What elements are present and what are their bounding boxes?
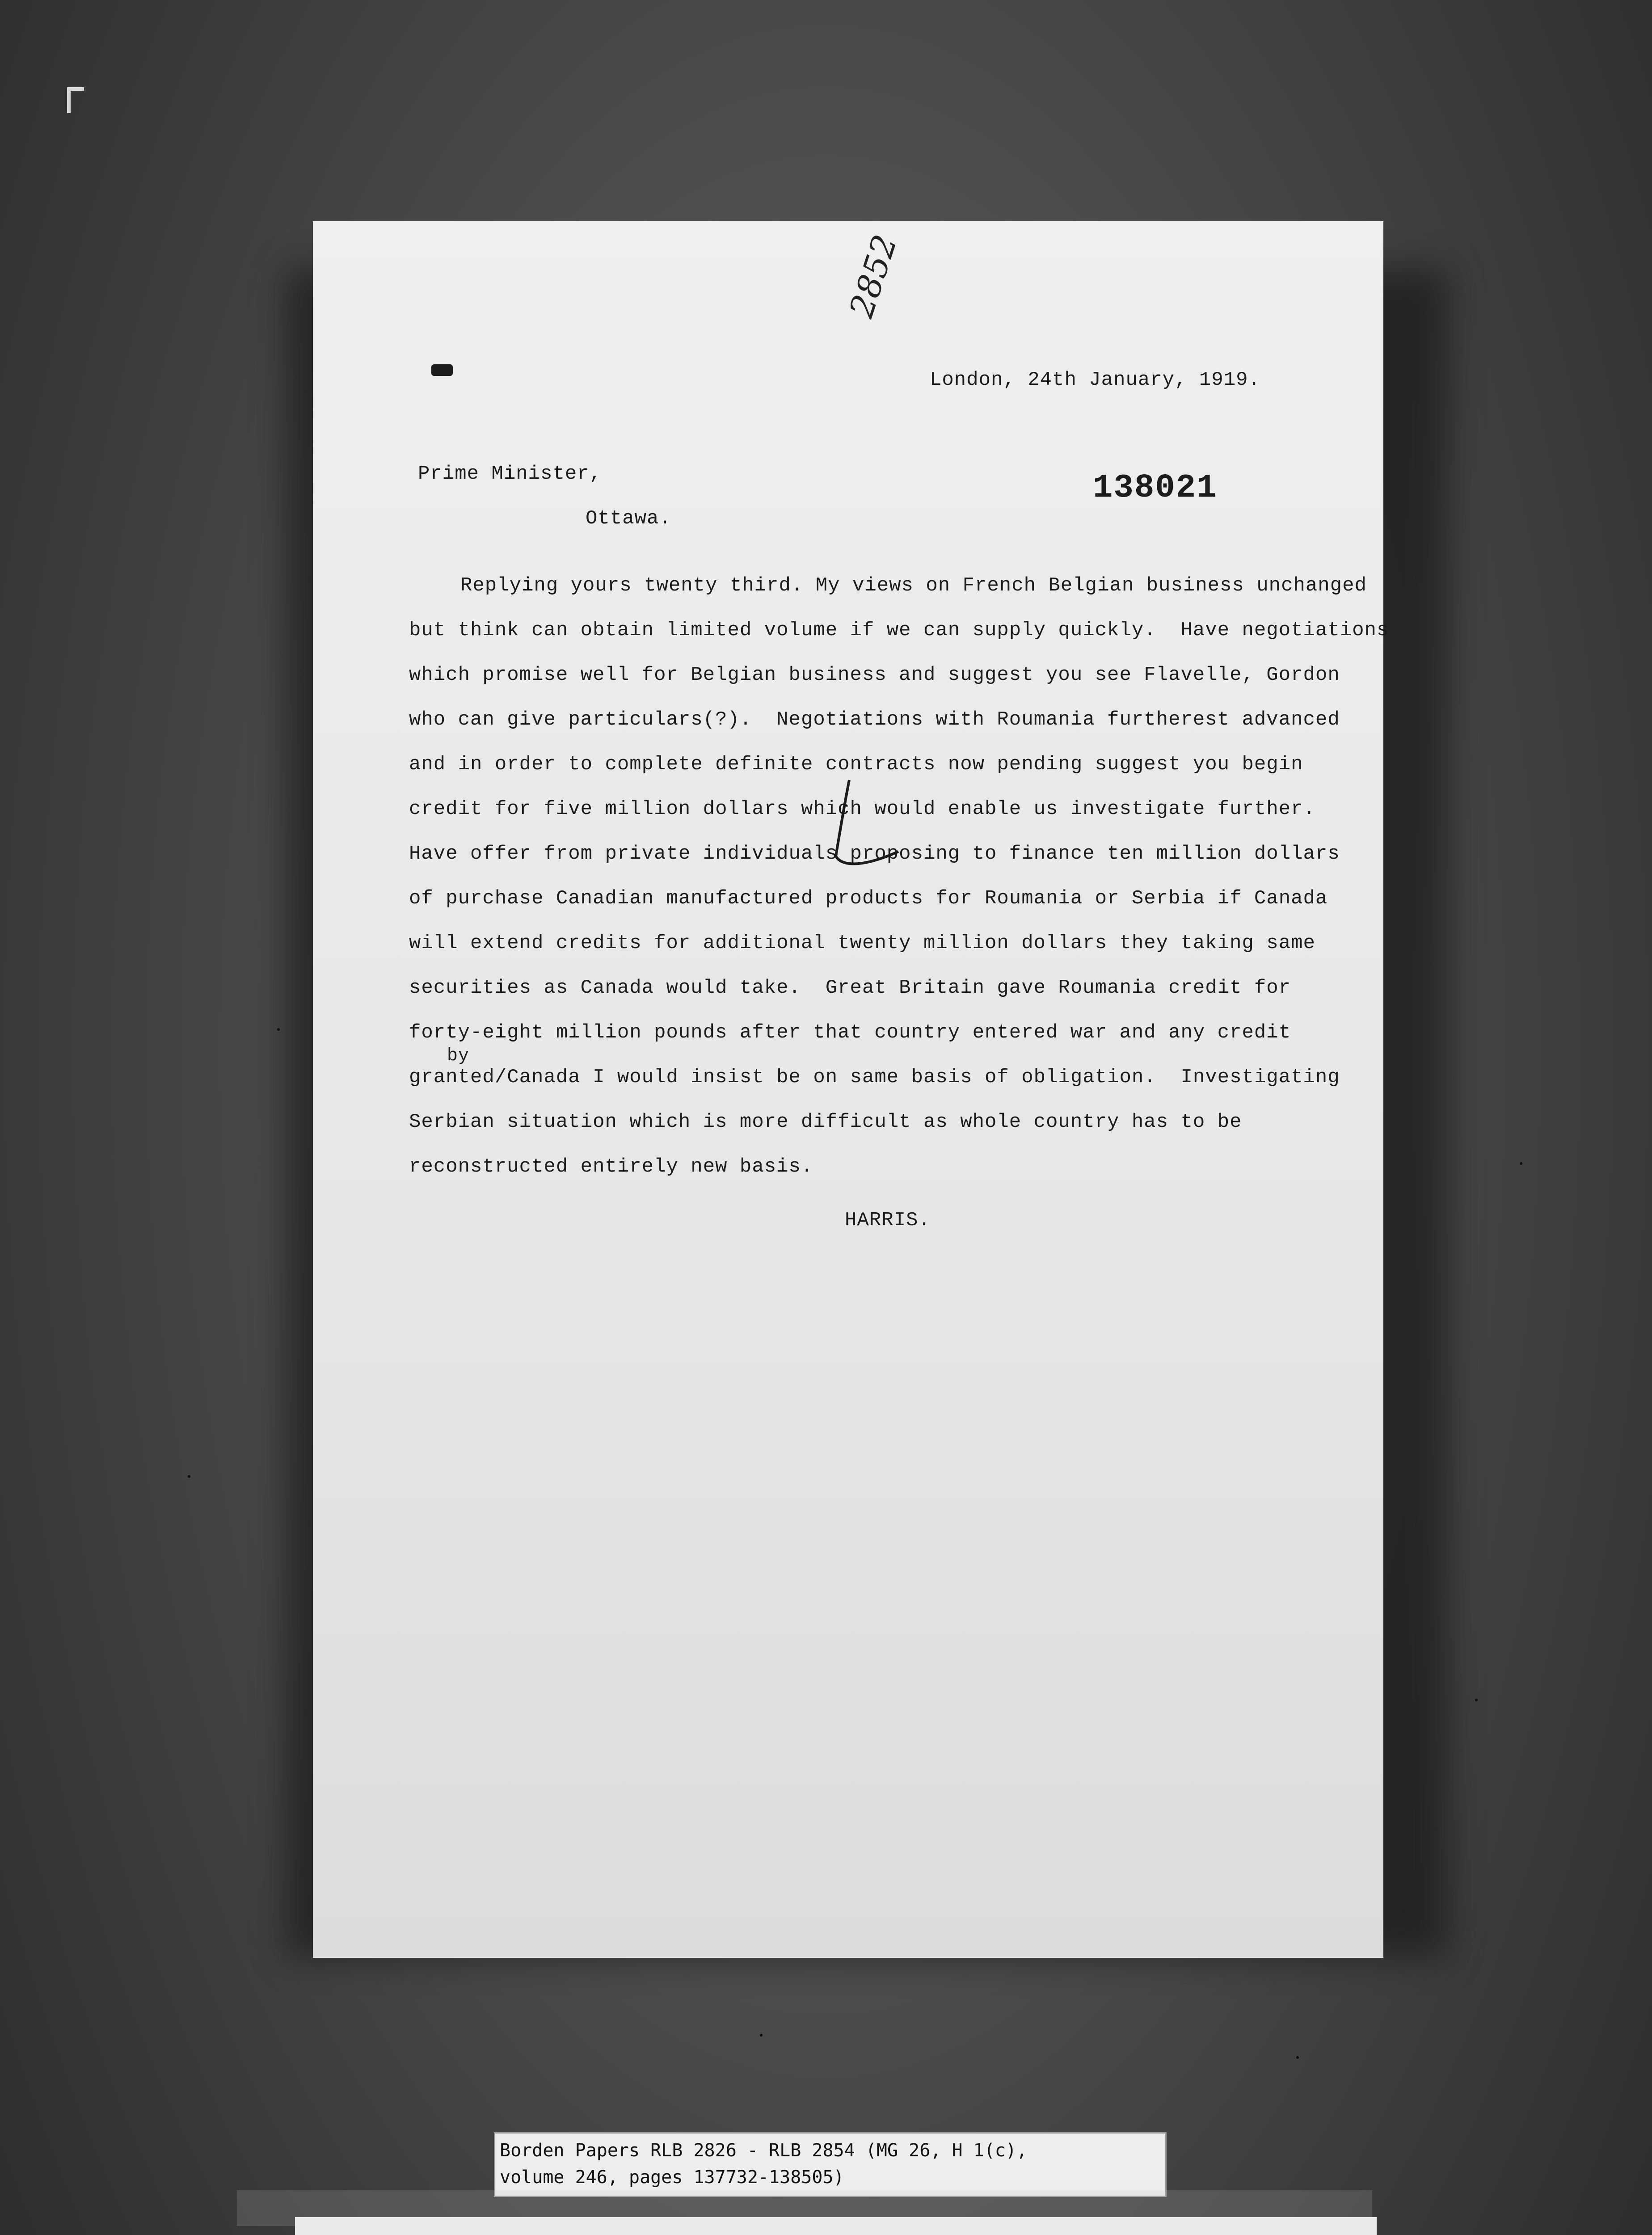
archive-label-line1: Borden Papers RLB 2826 - RLB 2854 (MG 26, H 1(c), (500, 2140, 1028, 2161)
body-line: who can give particulars(?). Negotiations with Roumania furtherest advanced (409, 708, 1340, 731)
body-line: Have offer from private individuals proposing to finance ten million dollars (409, 843, 1340, 865)
body-line: and in order to complete definite contracts now pending suggest you begin (409, 753, 1303, 776)
dust-speck (188, 1475, 190, 1478)
dust-speck (1475, 1699, 1478, 1701)
body-line: granted/Canada I would insist be on same basis of obligation. Investigating (409, 1066, 1340, 1088)
stamp-number: 138021 (1093, 469, 1218, 507)
handwritten-insertion: by (447, 1046, 470, 1066)
handwritten-number: 2852 (842, 230, 905, 322)
signature: HARRIS. (845, 1209, 931, 1231)
body-line: but think can obtain limited volume if we can supply quickly. Have negotiations (409, 619, 1389, 641)
body-line: which promise well for Belgian business and suggest you see Flavelle, Gordon (409, 664, 1340, 686)
body-line: securities as Canada would take. Great Britain gave Roumania credit for (409, 977, 1291, 999)
check-mark-icon (831, 776, 903, 883)
archive-label (494, 2132, 1167, 2197)
body-line: reconstructed entirely new basis. (409, 1155, 813, 1178)
addressee-line2: Ottawa. (586, 507, 671, 530)
dust-speck (277, 1028, 280, 1031)
dust-speck (1296, 2056, 1299, 2059)
archive-label-line2: volume 246, pages 137732-138505) (500, 2167, 844, 2188)
body-line: forty-eight million pounds after that country entered war and any credit (409, 1021, 1291, 1044)
dust-speck (760, 2034, 763, 2037)
frame-corner-mark (67, 87, 84, 113)
body-line: will extend credits for additional twenty million dollars they taking same (409, 932, 1315, 954)
addressee-line1: Prime Minister, (418, 463, 602, 485)
dust-speck (1520, 1162, 1522, 1165)
body-line: credit for five million dollars which would enable us investigate further. (409, 798, 1315, 820)
body-line: Replying yours twenty third. My views on French Belgian business unchanged (460, 574, 1367, 597)
dateline: London, 24th January, 1919. (930, 369, 1260, 391)
body-line: Serbian situation which is more difficult as whole country has to be (409, 1111, 1242, 1133)
archive-card (295, 2217, 1377, 2235)
letter-page (313, 221, 1389, 1958)
body-line: of purchase Canadian manufactured products for Roumania or Serbia if Canada (409, 887, 1328, 910)
ink-blot (431, 364, 453, 376)
